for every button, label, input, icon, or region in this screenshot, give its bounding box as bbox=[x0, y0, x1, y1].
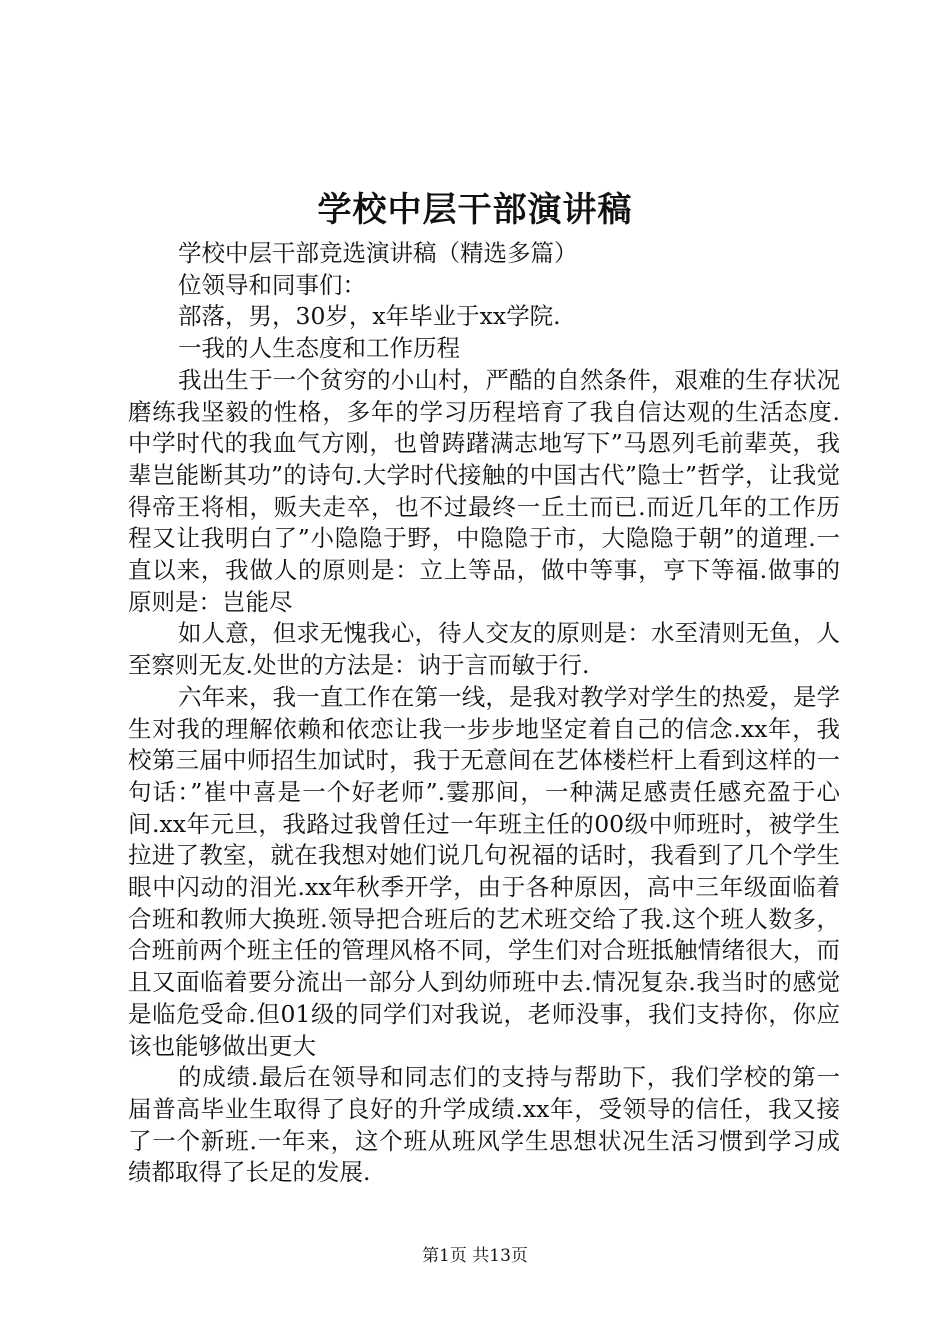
paragraph-3: 六年来，我一直工作在第一线，是我对教学对学生的热爱，是学生对我的理解依赖和依恋让我一步步地坚定着自己的信念.xx年，我校第三届中师招生加试时，我于无意间在艺体楼栏杆上看到这样的一句话：”崔中喜是一个好老师”.霎那间，一种满足感责任感充盈于心间.xx年元旦，我路过我曾任过一年班主任的00级中师班时，被学生拉进了教室，就在我想对她们说几句祝福的话时，我看到了几个学生眼中闪动的泪光.xx年秋季开学，由于各种原因，高中三年级面临着合班和教师大换班.领导把合班后的艺术班交给了我.这个班人数多，合班前两个班主任的管理风格不同，学生们对合班抵触情绪很大，而且又面临着要分流出一部分人到幼师班中去.情况复杂.我当时的感觉是临危受命.但01级的同学们对我说，老师没事，我们支持你，你应该也能够做出更大 bbox=[128, 682, 840, 1060]
page-footer: 第1页 共13页 bbox=[422, 1246, 528, 1266]
paragraph-1: 我出生于一个贫穷的小山村，严酷的自然条件，艰难的生存状况磨练我坚毅的性格，多年的学习历程培育了我自信达观的生活态度.中学时代的我血气方刚，也曾踌躇满志地写下”马恩列毛前辈英，我辈岂能断其功”的诗句.大学时代接触的中国古代”隐士”哲学，让我觉得帝王将相，贩夫走卒，也不过最终一丘土而已.而近几年的工作历程又让我明白了”小隐隐于野，中隐隐于市，大隐隐于朝”的道理.一直以来，我做人的原则是：立上等品，做中等事，亨下等福.做事的原则是：岂能尽 bbox=[128, 365, 840, 616]
document-body bbox=[128, 238, 840, 1189]
salutation-line: 位领导和同事们： bbox=[178, 270, 366, 299]
intro-line: 部落，男，30岁，x年毕业于xx学院. bbox=[178, 302, 561, 331]
paragraph-4: 的成绩.最后在领导和同志们的支持与帮助下，我们学校的第一届普高毕业生取得了良好的升学成绩.xx年，受领导的信任，我又接了一个新班.一年来，这个班从班风学生思想状况生活习惯到学习成绩都取得了长足的发展. bbox=[128, 1063, 840, 1187]
subtitle-line: 学校中层干部竞选演讲稿（精选多篇） bbox=[178, 239, 578, 267]
paragraph-2: 如人意，但求无愧我心，待人交友的原则是：水至清则无鱼，人至察则无友.处世的方法是：讷于言而敏于行. bbox=[128, 619, 840, 680]
section-heading: 一我的人生态度和工作历程 bbox=[178, 334, 460, 363]
document-title: 学校中层干部演讲稿 bbox=[317, 190, 633, 230]
